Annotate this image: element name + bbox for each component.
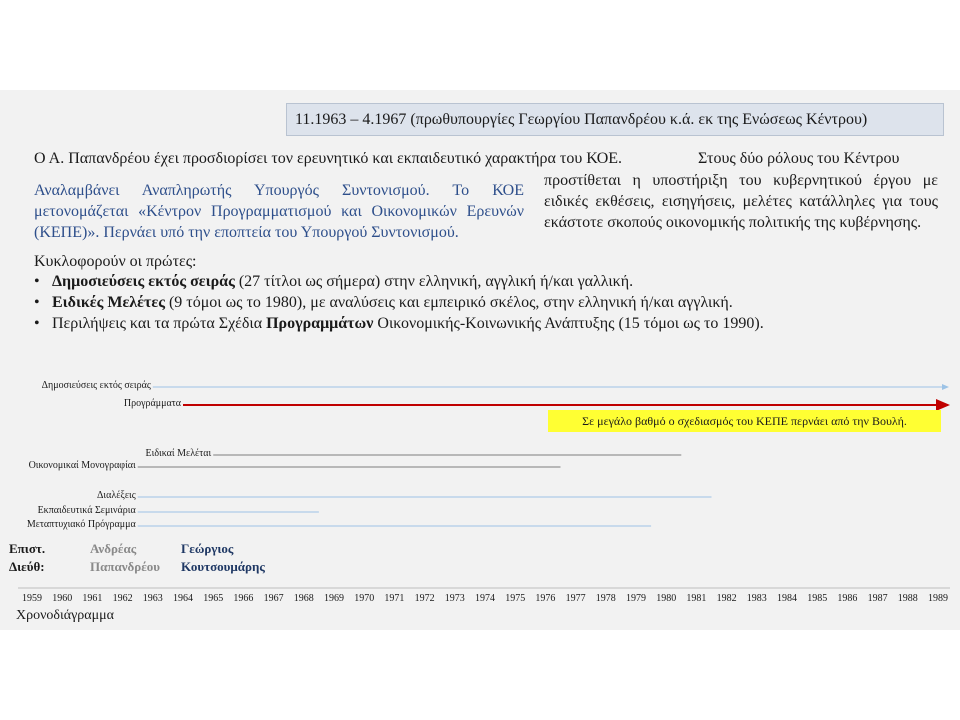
year-tick-label: 1967 bbox=[263, 593, 284, 604]
year-tick-label: 1988 bbox=[897, 593, 918, 604]
year-tick-label: 1960 bbox=[52, 593, 73, 604]
year-tick-label: 1968 bbox=[293, 593, 314, 604]
director-label-line1: Επιστ. bbox=[9, 541, 46, 556]
director-papandreou-family: Παπανδρέου bbox=[90, 559, 161, 574]
bullet-text: (9 τόμοι ως το 1980), με αναλύσεις και εμπειρικό σκέλος, στην ελληνική ή/και αγγλική. bbox=[164, 294, 733, 311]
year-tick-label: 1959 bbox=[22, 593, 42, 604]
year-tick-label: 1964 bbox=[173, 593, 193, 604]
year-tick-label: 1983 bbox=[746, 593, 767, 604]
director-koutsoumaris-family: Κουτσουμάρης bbox=[181, 559, 265, 574]
parliament-note: Σε μεγάλο βαθμό ο σχεδιασμός του ΚΕΠΕ περνάει από την Βουλή. bbox=[548, 410, 941, 432]
year-tick-label: 1966 bbox=[233, 593, 254, 604]
year-tick-label: 1975 bbox=[505, 593, 526, 604]
year-tick-label: 1978 bbox=[595, 593, 616, 604]
year-tick-label: 1969 bbox=[324, 593, 344, 604]
year-tick-label: 1971 bbox=[384, 593, 405, 604]
director-koutsoumaris-given: Γεώργιος bbox=[181, 541, 234, 556]
year-tick-label: 1979 bbox=[626, 593, 646, 604]
year-tick-label: 1982 bbox=[716, 593, 737, 604]
year-tick-label: 1980 bbox=[656, 593, 677, 604]
circulation-intro: Κυκλοφορούν οι πρώτες: bbox=[34, 253, 197, 270]
timeline-series-label: Δημοσιεύσεις εκτός σειράς bbox=[41, 380, 151, 391]
intro-line-continued: Στους δύο ρόλους του Κέντρου bbox=[698, 150, 900, 167]
government-support-paragraph: προστίθεται η υποστήριξη του κυβερνητικού έργου με ειδικές εκθέσεις, εισηγήσεις, μελέτες κατάλληλες για τους εκάστοτε σκοπούς οικονομικής πολιτικής της κυβέρνησης. bbox=[544, 172, 938, 231]
year-tick-label: 1977 bbox=[565, 593, 586, 604]
timeline-series-label: Εκπαιδευτικά Σεμινάρια bbox=[37, 505, 136, 516]
timeline-series-label: Μεταπτυχιακό Πρόγραμμα bbox=[26, 519, 136, 530]
timeline-series-label: Διαλέξεις bbox=[96, 490, 136, 501]
year-tick-label: 1972 bbox=[414, 593, 435, 604]
bullet-bold-text: Προγραμμάτων bbox=[266, 315, 374, 332]
director-label-line2: Διεύθ: bbox=[9, 559, 45, 574]
year-tick-label: 1976 bbox=[535, 593, 556, 604]
director-papandreou-given: Ανδρέας bbox=[90, 541, 137, 556]
bullet-bold-text: Δημοσιεύσεις εκτός σειράς bbox=[52, 273, 235, 290]
year-tick-label: 1974 bbox=[475, 593, 495, 604]
bullet-text: (27 τίτλοι ως σήμερα) στην ελληνική, αγγλική ή/και γαλλική. bbox=[234, 273, 634, 290]
bullet-text: Περιλήψεις και τα πρώτα Σχέδια bbox=[52, 315, 267, 332]
intro-line: Ο Α. Παπανδρέου έχει προσδιορίσει τον ερευνητικό και εκπαιδευτικό χαρακτήρα του ΚΟΕ. bbox=[34, 150, 623, 167]
bullet-bold-text: Ειδικές Μελέτες bbox=[52, 294, 165, 311]
timeline-caption: Χρονοδιάγραμμα bbox=[16, 608, 114, 623]
year-tick-label: 1981 bbox=[686, 593, 707, 604]
year-tick-label: 1984 bbox=[777, 593, 797, 604]
kepe-renaming-paragraph: Αναλαμβάνει Αναπληρωτής Υπουργός Συντονισμού. Το ΚΟΕ μετονομάζεται «Κέντρον Προγραμματισμού και Οικονομικών Ερευνών (ΚΕΠΕ)». Περνάει υπό την εποπτεία του Υπουργού Συντονισμού. bbox=[34, 182, 524, 241]
year-tick-label: 1970 bbox=[354, 593, 375, 604]
year-tick-label: 1987 bbox=[867, 593, 888, 604]
year-tick-label: 1985 bbox=[807, 593, 828, 604]
year-tick-label: 1989 bbox=[928, 593, 948, 604]
period-header: 11.1963 – 4.1967 (πρωθυπουργίες Γεωργίου Παπανδρέου κ.ά. εκ της Ενώσεως Κέντρου) bbox=[286, 103, 944, 136]
year-tick-label: 1965 bbox=[203, 593, 224, 604]
year-tick-label: 1986 bbox=[837, 593, 858, 604]
year-tick-label: 1961 bbox=[82, 593, 103, 604]
year-tick-label: 1973 bbox=[444, 593, 465, 604]
timeline-series-label: Ειδικαί Μελέται bbox=[145, 448, 212, 459]
bullet-text: Οικονομικής-Κοινωνικής Ανάπτυξης (15 τόμοι ως το 1990). bbox=[373, 315, 764, 332]
timeline-series-label: Οικονομικαί Μονογραφίαι bbox=[28, 460, 136, 471]
year-tick-label: 1962 bbox=[112, 593, 133, 604]
year-tick-label: 1963 bbox=[142, 593, 163, 604]
timeline-series-label: Προγράμματα bbox=[123, 398, 181, 409]
